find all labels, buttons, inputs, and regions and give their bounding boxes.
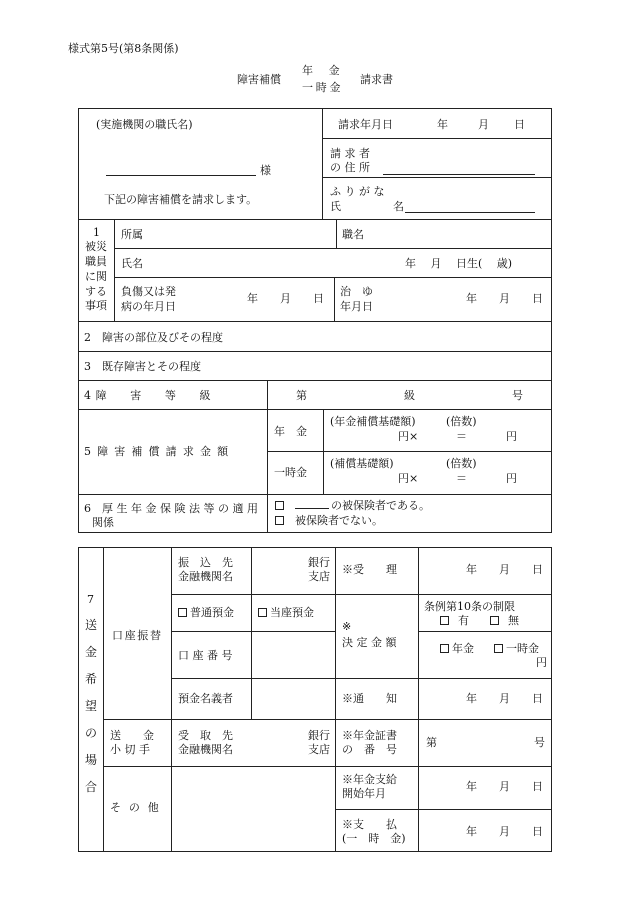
grade-go: 号 [512, 389, 523, 402]
ichiji-base-label: (補償基礎額) [330, 457, 394, 470]
injury-date-label-1: 負傷又は発 [121, 285, 176, 298]
start-label-2: 開始年月 [342, 787, 386, 800]
ichiji-equals: ＝ [456, 472, 467, 485]
branch-suffix: 支店 [308, 570, 330, 583]
injury-date-label-2: 病の年月日 [121, 300, 176, 313]
position-label: 職名 [342, 228, 364, 241]
option2-checkbox[interactable] [275, 516, 284, 525]
title-left: 障害補償 [237, 73, 281, 86]
title-upper: 年 金 [302, 64, 346, 77]
option1-checkbox[interactable] [275, 501, 284, 510]
nenkin-yen-times: 円× [398, 430, 419, 443]
injury-date-field: 年 月 日 [247, 292, 324, 305]
receipt-label: ※受 理 [342, 563, 397, 576]
section2-label: 2 障害の部位及びその程度 [84, 331, 223, 344]
decision-yen: 円 [536, 656, 547, 669]
request-day: 日 [514, 118, 525, 131]
pension-option[interactable] [440, 642, 474, 655]
bank-label-1: 振 込 先 [178, 556, 233, 569]
ordinary-text: 普通預金 [190, 606, 234, 619]
section5-label: 5 障 害 補 償 請 求 金 額 [84, 445, 230, 458]
start-label-1: ※年金支給 [342, 773, 397, 786]
section3-label: 3 既存障害とその程度 [84, 360, 201, 373]
heal-date-label-1: 治 ゆ [340, 285, 373, 298]
current-deposit-option[interactable] [258, 606, 314, 619]
request-year: 年 [437, 118, 448, 131]
lump-option[interactable] [494, 642, 539, 655]
birth-date-field: 年 月 日生( 歳) [405, 257, 513, 270]
pension-checkbox[interactable] [440, 644, 449, 653]
affiliation-label: 所属 [121, 228, 143, 241]
cert-dai: 第 [426, 736, 437, 749]
request-month: 月 [478, 118, 489, 131]
victim-name-label: 氏名 [121, 257, 143, 270]
title-lower: 一時金 [302, 81, 344, 94]
sama-label: 様 [260, 164, 271, 177]
article-limit-label: 条例第10条の制限 [424, 600, 515, 613]
nenkin-label: 年 金 [274, 425, 307, 438]
recv-bank-label-1: 受 取 先 [178, 729, 233, 742]
notice-label: ※通 知 [342, 692, 397, 705]
section6-label-2: 関係 [92, 516, 114, 529]
section7-number: 7 [87, 593, 94, 606]
bank-label-2: 金融機関名 [178, 570, 233, 583]
grade-dai: 第 [296, 389, 307, 402]
ichiji-multiplier-label: (倍数) [446, 457, 477, 470]
account-holder-label: 預金名義者 [178, 692, 233, 705]
nenkin-equals: ＝ [456, 430, 467, 443]
account-transfer-label: 口座振替 [112, 629, 163, 642]
section6-option2[interactable] [275, 514, 383, 527]
pension-text: 年金 [452, 642, 474, 655]
decision-label: 決 定 金 額 [342, 636, 397, 649]
receipt-date: 年 月 日 [466, 563, 543, 576]
cert-label-1: ※年金証書 [342, 729, 397, 742]
check-label-1: 送 金 [110, 729, 154, 742]
start-date: 年 月 日 [466, 780, 543, 793]
ordinary-checkbox[interactable] [178, 608, 187, 617]
limit-yes-checkbox[interactable] [440, 616, 449, 625]
nenkin-yen: 円 [506, 430, 517, 443]
pay-date: 年 月 日 [466, 825, 543, 838]
ichiji-yen: 円 [506, 472, 517, 485]
recv-bank-label-2: 金融機関名 [178, 743, 233, 756]
nenkin-base-label: (年金補償基礎額) [330, 415, 416, 428]
title-right: 請求書 [360, 73, 393, 86]
form-code: 様式第5号(第8条関係) [68, 42, 179, 55]
claimant-address-label-2: の 住 所 [330, 161, 370, 174]
recv-bank-suffix: 銀行 [308, 729, 330, 742]
section7-side-label: 送金希望の場合 [84, 618, 97, 794]
limit-yes-option[interactable] [440, 614, 469, 627]
bank-suffix: 銀行 [308, 556, 330, 569]
section6-option1[interactable] [275, 499, 430, 512]
cert-go: 号 [534, 736, 545, 749]
option1-text: の被保険者である。 [331, 499, 430, 512]
section1-side-label: 被災職員に関する事項 [85, 240, 107, 313]
name-label-left: 氏 [330, 200, 341, 213]
limit-no-text: 無 [508, 614, 519, 627]
section6-label-1: 6 厚 生 年 金 保 険 法 等 の 適 用 [84, 502, 258, 515]
check-label-2: 小 切 手 [110, 743, 150, 756]
ichijikin-label: 一時金 [274, 466, 307, 479]
notice-date: 年 月 日 [466, 692, 543, 705]
lump-text: 一時金 [506, 642, 539, 655]
other-label: そ の 他 [110, 801, 161, 814]
limit-no-option[interactable] [490, 614, 519, 627]
section1-number: 1 [93, 226, 100, 239]
section4-label: 4 障 害 等 級 [84, 389, 212, 402]
decision-mark: ※ [342, 620, 352, 633]
pay-label-1: ※支 払 [342, 818, 397, 831]
option2-text: 被保険者でない。 [295, 514, 383, 527]
recv-branch-suffix: 支店 [308, 743, 330, 756]
ichiji-yen-times: 円× [398, 472, 419, 485]
ordinary-deposit-option[interactable] [178, 606, 234, 619]
limit-yes-text: 有 [458, 614, 469, 627]
heal-date-label-2: 年月日 [340, 300, 373, 313]
official-label: (実施機関の職氏名) [96, 118, 193, 131]
furigana-label: ふ り が な [330, 185, 385, 198]
heal-date-field: 年 月 日 [466, 292, 543, 305]
claimant-address-label-1: 請 求 者 [330, 147, 370, 160]
request-date-label: 請求年月日 [338, 118, 393, 131]
account-number-label: 口 座 番 号 [178, 649, 233, 662]
nenkin-multiplier-label: (倍数) [446, 415, 477, 428]
limit-no-checkbox[interactable] [490, 616, 499, 625]
current-text: 当座預金 [270, 606, 314, 619]
grade-kyu: 級 [404, 389, 415, 402]
current-checkbox[interactable] [258, 608, 267, 617]
cert-label-2: の 番 号 [342, 743, 397, 756]
lump-checkbox[interactable] [494, 644, 503, 653]
name-label-right: 名 [393, 200, 404, 213]
pay-label-2: (一 時 金) [342, 832, 406, 845]
request-text: 下記の障害補償を請求します。 [104, 193, 258, 206]
